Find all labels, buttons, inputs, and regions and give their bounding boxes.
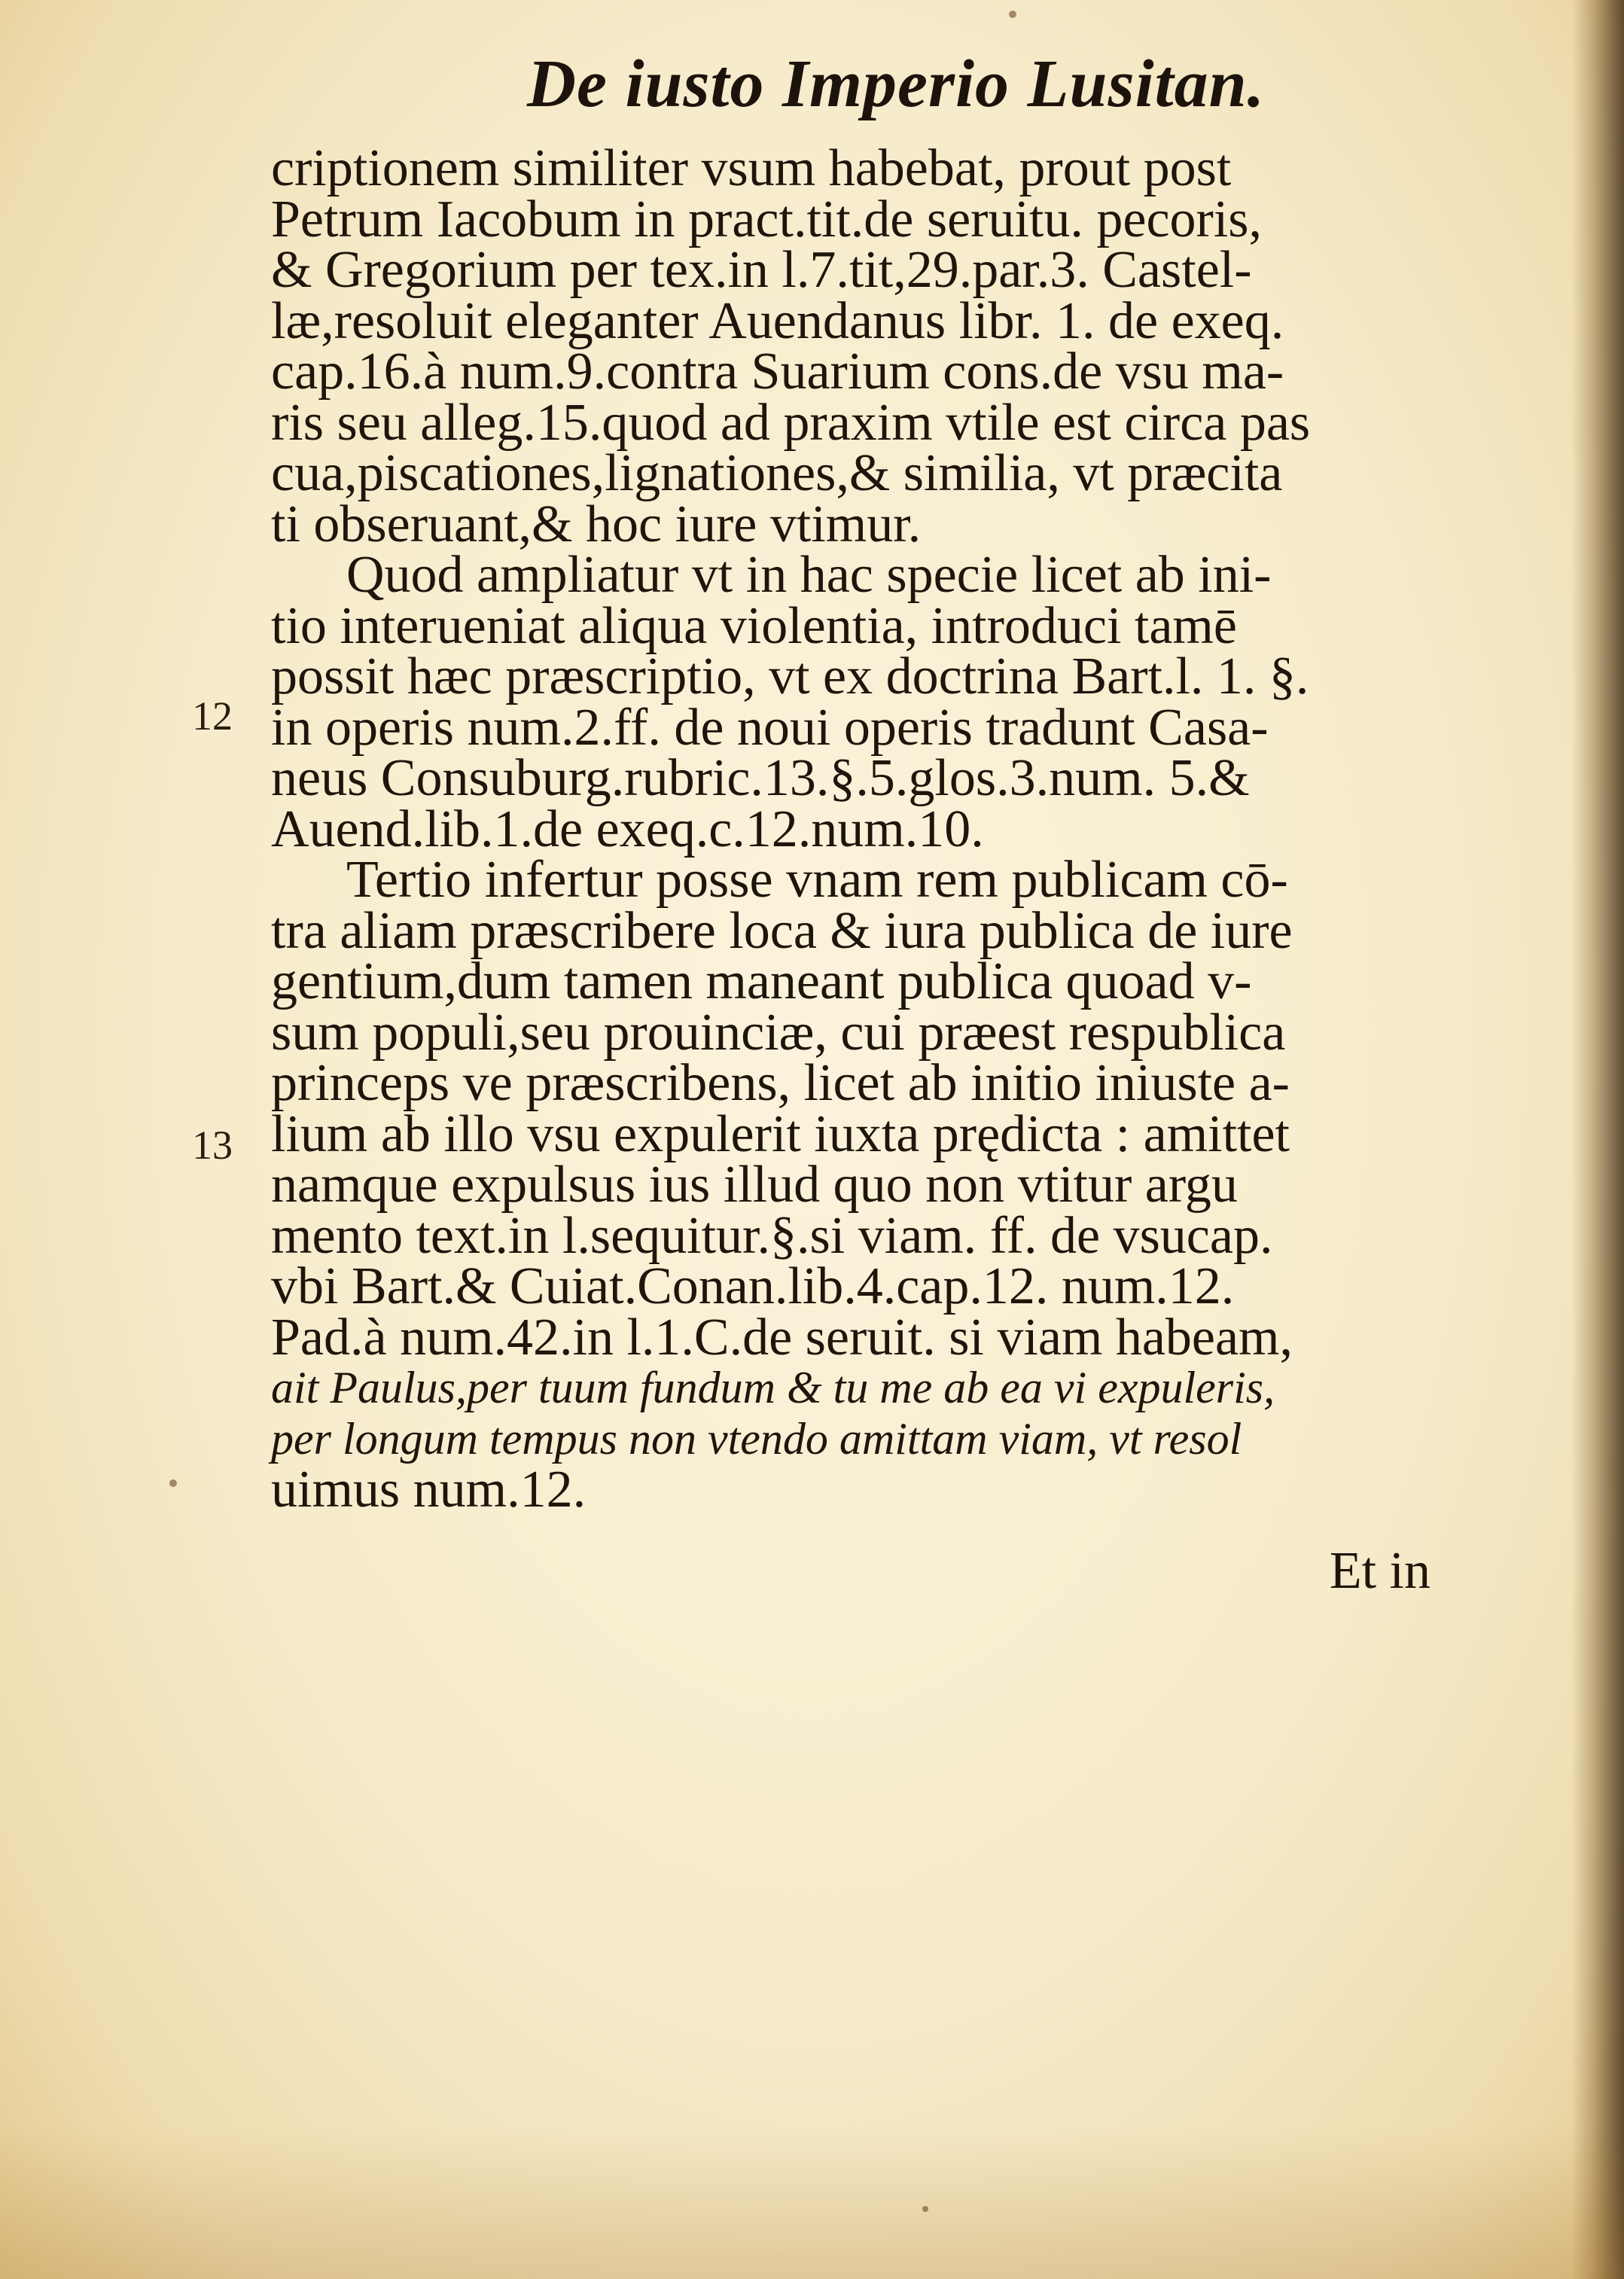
text-line: tra aliam præscribere loca & iura publica de iure [271,901,1293,960]
text-line: vbi Bart.& Cuiat.Conan.lib.4.cap.12. num.12. [271,1257,1235,1315]
text-line: uimus num.12. [271,1461,587,1519]
spacer [271,1516,1446,1546]
paragraph [271,139,1446,553]
italic-quote-line: ait Paulus,per tuum fundum & tu me ab ea vi expuleris, [271,1363,1275,1412]
text-line: neus Consuburg.rubric.13.§.5.glos.3.num. 5.& [271,749,1250,807]
paragraph [271,546,1446,858]
paper-speck [1009,11,1016,18]
text-line: possit hæc præscriptio, vt ex doctrina Bart.l. 1. §. [271,647,1309,705]
body-text [271,139,1446,1600]
text-line: namque expulsus ius illud quo non vtitur argu [271,1156,1238,1214]
running-head: De iusto Imperio Lusitan. [527,47,1266,121]
text-line: gentium,dum tamen maneant publica quoad v- [271,952,1252,1010]
paper-speck [922,2206,928,2212]
page-gutter-shadow [1571,0,1624,2279]
text-line: cua,piscationes,lignationes,& similia, vt præcita [271,444,1283,502]
text-line: ris seu alleg.15.quod ad praxim vtile est circa pas [271,393,1311,452]
text-line: cap.16.à num.9.contra Suarium cons.de vsu ma- [271,343,1284,401]
paper-speck [169,1479,177,1487]
text-line: Auend.lib.1.de exeq.c.12.num.10. [271,800,984,858]
text-line: læ,resoluit eleganter Auendanus libr. 1. de exeq. [271,291,1284,350]
marginal-number: 12 [192,693,233,739]
text-line: tio interueniat aliqua violentia, introduci tamē [271,596,1237,655]
text-line: criptionem similiter vsum habebat, prout post [271,139,1232,197]
text-line: in operis num.2.ff. de noui operis tradunt Casa- [271,698,1269,757]
text-line: Pad.à num.42.in l.1.C.de seruit. si viam habeam, [271,1308,1293,1366]
marginal-number: 13 [192,1123,233,1168]
text-line: Quod ampliatur vt in hac specie licet ab ini- [346,546,1272,604]
italic-quote-line: per longum tempus non vtendo amittam viam, vt resol [271,1413,1242,1464]
text-line: princeps ve præscribens, licet ab initio iniuste a- [271,1054,1290,1112]
text-line: lium ab illo vsu expulerit iuxta prędicta : amittet [271,1104,1290,1163]
catchword: Et in [1329,1541,1431,1600]
text-line: & Gregorium per tex.in l.7.tit,29.par.3. Castel- [271,241,1252,299]
text-line: mento text.in l.sequitur.§.si viam. ff. de vsucap. [271,1206,1273,1265]
text-line: ti obseruant,& hoc iure vtimur. [271,495,922,553]
page-edge-shading [0,2128,1624,2279]
text-line: Petrum Iacobum in pract.tit.de seruitu. pecoris, [271,190,1263,248]
text-line: Tertio infertur posse vnam rem publicam cō- [346,851,1288,909]
text-line: sum populi,seu prouinciæ, cui præest respublica [271,1003,1286,1062]
paragraph [271,851,1446,1519]
